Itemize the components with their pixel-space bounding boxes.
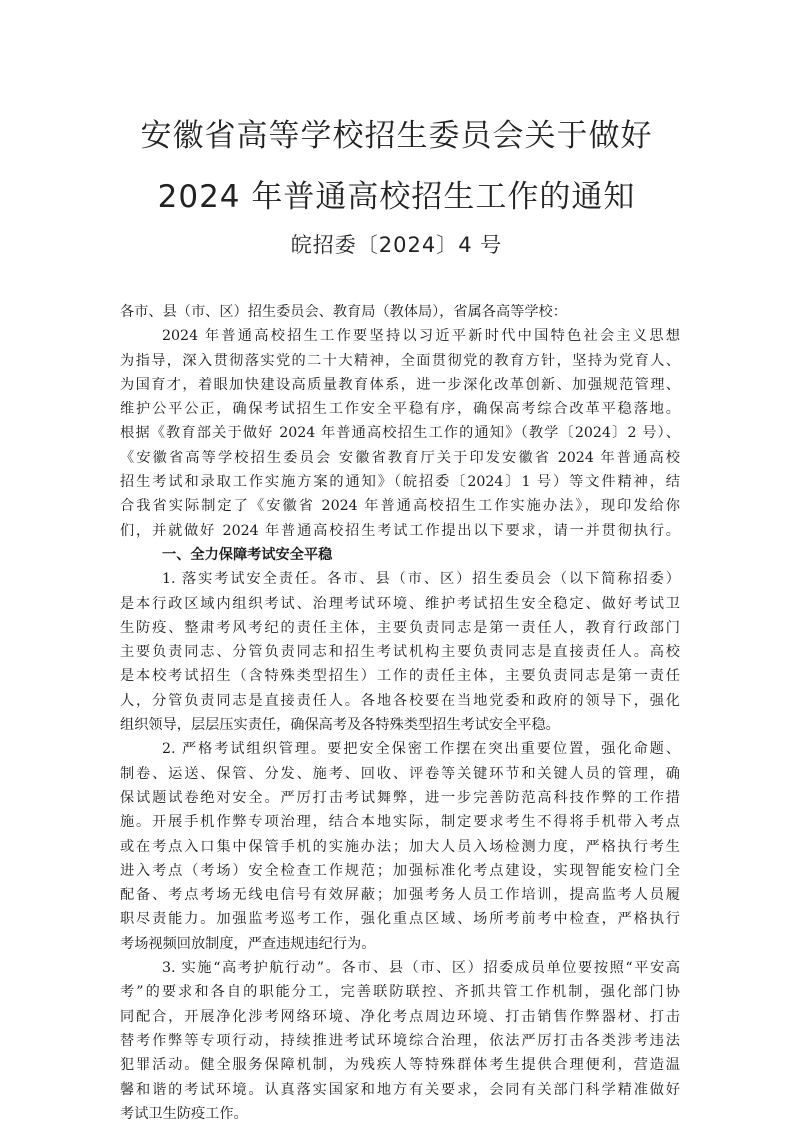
body-line: 人，分管负责同志是直接责任人。各地各校要在当地党委和政府的领导下，强化 (120, 692, 680, 709)
body-line: 3. 实施“高考护航行动”。各市、县（市、区）招委成员单位要按照“平安高 (162, 960, 680, 977)
body-line: 保试题试卷绝对安全。严厉打击考试舞弊，进一步完善防范高科技作弊的工作措 (120, 789, 680, 806)
body-line: 生防疫、整肃考风考纪的责任主体，主要负责同志是第一责任人，教育行政部门 (120, 619, 680, 636)
body-line: 施。开展手机作弊专项治理，结合本地实际，制定要求考生不得将手机带入考点 (120, 814, 680, 831)
body-line: 替考作弊等专项行动，持续推进考试环境综合治理，依法严厉打击各类涉考违法 (120, 1032, 680, 1049)
body-line: 职尽责能力。加强监考巡考工作，强化重点区域、场所考前考中检查，严格执行 (120, 911, 680, 928)
body-line: 为指导，深入贯彻落实党的二十大精神，全面贯彻党的教育方针，坚持为党育人、 (120, 352, 680, 369)
document-number: 皖招委〔2024〕4 号 (290, 233, 503, 257)
body-line: 为国育才，着眼加快建设高质量教育体系，进一步深化改革创新、加强规范管理、 (120, 376, 680, 393)
document-body (120, 300, 680, 1126)
body-line: 2024 年普通高校招生工作要坚持以习近平新时代中国特色社会主义思想 (162, 328, 680, 345)
body-line: 犯罪活动。健全服务保障机制，为残疾人等特殊群体考生提供合理便利，营造温 (120, 1057, 680, 1074)
body-line: 配备、考点考场无线电信号有效屏蔽；加强考务人员工作培训，提高监考人员履 (120, 887, 680, 904)
body-line: 是本校考试招生（含特殊类型招生）工作的责任主体，主要负责同志是第一责任 (120, 668, 680, 685)
body-line: 1. 落实考试安全责任。各市、县（市、区）招生委员会（以下简称招委） (162, 571, 680, 588)
body-line: 考”的要求和各自的职能分工，完善联防联控、齐抓共管工作机制，强化部门协 (120, 984, 680, 1001)
body-line: 考场视频回放制度，严查违规违纪行为。 (120, 935, 376, 952)
body-line: 馨和谐的考试环境。认真落实国家和地方有关要求，会同有关部门科学精准做好 (120, 1081, 680, 1098)
body-line: 们，并就做好 2024 年普通高校招生考试工作提出以下要求，请一并贯彻执行。 (120, 522, 680, 539)
document-title-line-2: 2024 年普通高校招生工作的通知 (157, 179, 636, 215)
body-line: 主要负责同志、分管负责同志和招生考试机构主要负责同志是直接责任人。高校 (120, 644, 680, 661)
body-line: 合我省实际制定了《安徽省 2024 年普通高校招生工作实施办法》，现印发给你 (120, 498, 680, 515)
body-line: 招生考试和录取工作实施方案的通知》（皖招委〔2024〕1 号）等文件精神，结 (120, 474, 680, 491)
section-heading: 一、全力保障考试安全平稳 (162, 546, 333, 563)
salutation-line: 各市、县（市、区）招生委员会、教育局（教体局），省属各高等学校： (120, 304, 567, 320)
body-line: 2. 严格考试组织管理。要把安全保密工作摆在突出重要位置，强化命题、 (162, 741, 680, 758)
body-line: 组织领导，层层压实责任，确保高考及各特殊类型招生考试安全平稳。 (120, 717, 560, 734)
body-line: 制卷、运送、保管、分发、施考、回收、评卷等关键环节和关键人员的管理，确 (120, 765, 680, 782)
document-title-line-1: 安徽省高等学校招生委员会关于做好 (140, 118, 653, 154)
body-line: 进入考点（考场）安全检查工作规范；加强标准化考点建设，实现智能安检门全 (120, 862, 680, 879)
body-line: 《安徽省高等学校招生委员会 安徽省教育厅关于印发安徽省 2024 年普通高校 (120, 449, 680, 466)
body-line: 同配合，开展净化涉考网络环境、净化考点周边环境、打击销售作弊器材、打击 (120, 1008, 680, 1025)
body-line: 根据《教育部关于做好 2024 年普通高校招生工作的通知》（教学〔2024〕2 号）、 (120, 425, 680, 442)
body-line: 维护公平公正，确保考试招生工作安全平稳有序，确保高考综合改革平稳落地。 (120, 401, 680, 418)
body-line: 是本行政区域内组织考试、治理考试环境、维护考试招生安全稳定、做好考试卫 (120, 595, 680, 612)
body-line: 考试卫生防疫工作。 (120, 1105, 248, 1122)
body-line: 或在考点入口集中保管手机的实施办法；加大人员入场检测力度，严格执行考生 (120, 838, 680, 855)
